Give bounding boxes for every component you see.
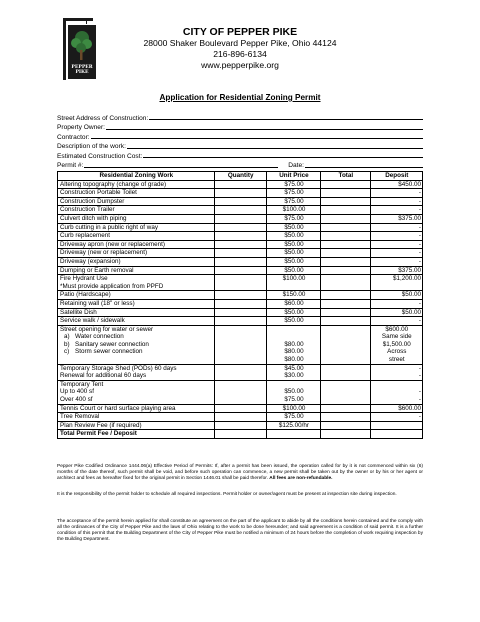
total-fee-cell[interactable] (321, 430, 370, 439)
estimated-cost-field[interactable] (57, 150, 423, 160)
street-address-label: Street Address of Construction: (57, 114, 149, 122)
deposit-cell (370, 380, 422, 404)
table-row (58, 291, 423, 300)
total-cell[interactable] (321, 214, 370, 223)
quantity-cell[interactable] (214, 380, 266, 404)
quantity-cell[interactable] (214, 214, 266, 223)
property-owner-field[interactable] (57, 122, 423, 132)
sewer-deposit: $600.00 (385, 325, 409, 333)
price-cell: $50.00 (266, 257, 320, 266)
quantity-cell[interactable] (214, 206, 266, 215)
table-row (58, 421, 423, 430)
total-cell[interactable] (321, 317, 370, 326)
deposit-cell: - (370, 206, 422, 215)
inspections-note: It is the responsibility of the permit holder to schedule all required inspections. Permit holder or owner/agent must be present at inspection site during inspection. (57, 492, 397, 497)
col-unit-price: Unit Price (266, 172, 320, 181)
storage-line: Temporary Storage Shed (PODs) 60 days (60, 364, 177, 372)
work-cell: Tree Removal (58, 413, 215, 422)
table-row (58, 232, 423, 241)
table-row (58, 197, 423, 206)
total-cell[interactable] (321, 413, 370, 422)
work-cell: Plan Review Fee (if required) (58, 421, 215, 430)
total-cell[interactable] (321, 180, 370, 189)
quantity-cell[interactable] (214, 308, 266, 317)
date-label: Date: (288, 162, 304, 169)
contractor-field[interactable] (57, 131, 423, 141)
fee-table (57, 171, 423, 439)
description-line[interactable] (127, 148, 423, 149)
sewer-price: $80.00 (284, 340, 304, 348)
deposit-cell: $50.00 (370, 308, 422, 317)
deposit-cell: - (370, 223, 422, 232)
property-owner-line[interactable] (106, 129, 423, 130)
price-cell: $60.00 (266, 299, 320, 308)
total-cell[interactable] (321, 404, 370, 413)
deposit-cell: $1,200.00 (370, 275, 422, 291)
table-row (58, 380, 423, 404)
work-cell: Tennis Court or hard surface playing area (58, 404, 215, 413)
deposit-cell: - (370, 197, 422, 206)
work-cell: Curb replacement (58, 232, 215, 241)
deposit-cell: $375.00 (370, 266, 422, 275)
price-cell: $50.00 (266, 266, 320, 275)
quantity-cell[interactable] (214, 291, 266, 300)
tent-line: Up to 400 sf (60, 388, 94, 396)
table-row (58, 325, 423, 364)
total-cell[interactable] (321, 266, 370, 275)
table-row (58, 308, 423, 317)
tent-deposit: - (418, 388, 421, 396)
total-row (58, 430, 423, 439)
sewer-item-marker: a) (64, 333, 70, 341)
table-row (58, 413, 423, 422)
sewer-item-label: Sanitary sewer connection (75, 340, 149, 348)
table-row (58, 275, 423, 291)
city-address: 28000 Shaker Boulevard Pepper Pike, Ohio 44124 (143, 38, 337, 48)
city-name: CITY OF PEPPER PIKE (182, 26, 298, 38)
storage-line: Renewal for additional 60 days (60, 372, 147, 380)
permit-number-line[interactable] (84, 167, 278, 168)
total-cell[interactable] (321, 232, 370, 241)
work-cell: Curb cutting in a public right of way (58, 223, 215, 232)
total-cell[interactable] (321, 308, 370, 317)
quantity-cell[interactable] (214, 364, 266, 380)
quantity-cell[interactable] (214, 299, 266, 308)
table-row (58, 317, 423, 326)
deposit-cell: - (370, 240, 422, 249)
quantity-cell[interactable] (214, 421, 266, 430)
storage-deposit: - (418, 364, 421, 372)
sewer-price: $80.00 (284, 356, 304, 364)
total-cell[interactable] (321, 223, 370, 232)
table-row (58, 257, 423, 266)
table-row (58, 223, 423, 232)
price-cell: $100.00 (266, 404, 320, 413)
deposit-cell: $450.00 (370, 180, 422, 189)
deposit-cell: - (370, 232, 422, 241)
price-cell: $100.00 (266, 275, 320, 291)
letterhead (110, 26, 370, 71)
sewer-deposit: $1,500.00 (382, 340, 411, 348)
sewer-item (60, 341, 213, 349)
estimated-cost-label: Estimated Construction Cost: (57, 152, 143, 160)
work-cell: Altering topography (change of grade) (58, 180, 215, 189)
estimated-cost-line[interactable] (143, 157, 423, 158)
table-row (58, 240, 423, 249)
total-cell[interactable] (321, 197, 370, 206)
quantity-cell[interactable] (214, 413, 266, 422)
deposit-cell: - (370, 249, 422, 258)
total-cell[interactable] (321, 257, 370, 266)
price-cell (266, 364, 320, 380)
total-cell[interactable] (321, 206, 370, 215)
applicant-fields (57, 112, 423, 169)
total-deposit-cell[interactable] (370, 430, 422, 439)
work-cell: Driveway apron (new or replacement) (58, 240, 215, 249)
table-row (58, 364, 423, 380)
quantity-cell[interactable] (214, 325, 266, 364)
table-row (58, 249, 423, 258)
deposit-cell: $50.00 (370, 291, 422, 300)
sewer-item-marker: b) (64, 340, 70, 348)
work-cell: Service walk / sidewalk (58, 317, 215, 326)
price-cell: $75.00 (266, 180, 320, 189)
price-cell: $100.00 (266, 206, 320, 215)
sewer-deposit: Same side (381, 333, 412, 341)
description-field[interactable] (57, 141, 423, 151)
non-refundable-text: All fees are non-refundable. (269, 476, 333, 482)
col-quantity: Quantity (214, 172, 266, 181)
quantity-cell[interactable] (214, 257, 266, 266)
sewer-item (60, 348, 213, 356)
deposit-cell: - (370, 257, 422, 266)
quantity-cell[interactable] (214, 266, 266, 275)
quantity-cell[interactable] (214, 223, 266, 232)
table-row (58, 214, 423, 223)
table-row (58, 189, 423, 198)
quantity-cell[interactable] (214, 249, 266, 258)
work-cell (58, 275, 215, 291)
quantity-cell[interactable] (214, 180, 266, 189)
sewer-deposit: Across (387, 348, 407, 356)
sewer-item-label: Water connection (75, 333, 124, 341)
total-cell[interactable] (321, 249, 370, 258)
deposit-cell (370, 364, 422, 380)
ordinance-text: Pepper Pike Codified Ordinance 1444.06(a) Effective Period of Permits: If, after a permit has been issued, the operation called for by it is not commenced within six (6) months of the date thereof, such permit shall be void, and before such operation can commence, a new permit shall be taken out by the owner or by his or her agent or architect and fees as hereafter fixed for the original permit in Section 1446.01 shall be paid therefor. (57, 464, 423, 482)
storage-price: $45.00 (284, 364, 304, 372)
tent-price: $75.00 (284, 396, 304, 404)
work-cell: Culvert ditch with piping (58, 214, 215, 223)
price-cell: $75.00 (266, 214, 320, 223)
city-website[interactable]: www.pepperpike.org (201, 60, 279, 70)
price-cell: $75.00 (266, 189, 320, 198)
total-price-cell[interactable] (266, 430, 320, 439)
work-cell: Retaining wall (18" or less) (58, 299, 215, 308)
tent-deposit: - (418, 396, 421, 404)
quantity-cell[interactable] (214, 189, 266, 198)
tent-line: Over 400 sf (60, 396, 93, 404)
total-label: Total Permit Fee / Deposit (58, 430, 215, 439)
total-cell[interactable] (321, 189, 370, 198)
quantity-cell[interactable] (214, 240, 266, 249)
sewer-item-label: Storm sewer connection (75, 348, 143, 356)
quantity-cell[interactable] (214, 232, 266, 241)
price-cell: $150.00 (266, 291, 320, 300)
table-row (58, 299, 423, 308)
permit-date-field[interactable] (57, 160, 423, 170)
acceptance-note: The acceptance of the permit herein applied for shall constitute an agreement on the part of the applicant to abide by all the conditions herein contained and the comply with all the ordinances of the City of Pepper Pike and the laws of Ohio relating to the work to be done hereunder; and said agreement is a condition of said permit. It is a further condition of this permit that the Building Department of the City of Pepper Pike must be notified a minimum of 24 hours before the completion of work requiring inspection by the Building Department. (57, 519, 423, 543)
permit-number-label: Permit #: (57, 162, 84, 169)
quantity-cell[interactable] (214, 404, 266, 413)
street-address-field[interactable] (57, 112, 423, 122)
price-cell: $50.00 (266, 308, 320, 317)
deposit-cell: $600.00 (370, 404, 422, 413)
total-cell[interactable] (321, 291, 370, 300)
deposit-cell: - (370, 299, 422, 308)
table-row (58, 206, 423, 215)
sewer-price: $80.00 (284, 348, 304, 356)
price-cell: $50.00 (266, 232, 320, 241)
hydrant-label: Fire Hydrant Use (60, 275, 108, 283)
property-owner-label: Property Owner: (57, 124, 106, 131)
ordinance-note (57, 464, 423, 482)
sewer-deposit: street (388, 356, 405, 364)
date-line[interactable] (305, 167, 423, 168)
work-cell: Construction Trailer (58, 206, 215, 215)
price-cell: $125.00/hr (266, 421, 320, 430)
total-cell[interactable] (321, 380, 370, 404)
total-cell[interactable] (321, 275, 370, 291)
work-cell (58, 380, 215, 404)
work-cell (58, 364, 215, 380)
deposit-cell: - (370, 317, 422, 326)
deposit-cell: - (370, 189, 422, 198)
logo-label: PEPPER PIKE (71, 65, 93, 75)
sewer-item-marker: c) (64, 348, 70, 356)
storage-deposit: - (418, 372, 421, 380)
quantity-cell[interactable] (214, 275, 266, 291)
sewer-label: Street opening for water or sewer (60, 325, 154, 333)
work-cell (58, 325, 215, 364)
table-header-row (58, 172, 423, 181)
contractor-label: Contractor: (57, 133, 90, 141)
total-quantity-cell[interactable] (214, 430, 266, 439)
work-cell: Patio (Hardscape) (58, 291, 215, 300)
deposit-cell (370, 421, 422, 430)
price-cell: $75.00 (266, 413, 320, 422)
price-cell: $75.00 (266, 197, 320, 206)
work-cell: Construction Portable Toilet (58, 189, 215, 198)
description-label: Description of the work: (57, 143, 126, 150)
total-cell[interactable] (321, 240, 370, 249)
col-deposit: Deposit (370, 172, 422, 181)
total-cell[interactable] (321, 421, 370, 430)
table-row (58, 404, 423, 413)
hydrant-note: *Must provide application from PPFD (60, 282, 164, 290)
work-cell: Satellite Dish (58, 308, 215, 317)
deposit-cell: $375.00 (370, 214, 422, 223)
street-address-line[interactable] (149, 119, 423, 120)
table-row (58, 180, 423, 189)
page-title: Application for Residential Zoning Permit (159, 93, 321, 102)
table-row (58, 266, 423, 275)
price-cell: $50.00 (266, 223, 320, 232)
tent-title: Temporary Tent (60, 380, 104, 388)
deposit-cell (370, 325, 422, 364)
quantity-cell[interactable] (214, 317, 266, 326)
storage-price: $30.00 (284, 372, 304, 380)
work-cell: Driveway (new or replacement) (58, 249, 215, 258)
total-cell[interactable] (321, 364, 370, 380)
tent-price: $50.00 (284, 388, 304, 396)
work-cell: Driveway (expansion) (58, 257, 215, 266)
price-cell: $50.00 (266, 249, 320, 258)
sewer-item (60, 333, 213, 341)
deposit-cell: - (370, 413, 422, 422)
city-logo (60, 16, 110, 82)
work-cell: Dumping or Earth removal (58, 266, 215, 275)
price-cell (266, 325, 320, 364)
contractor-line[interactable] (91, 138, 423, 139)
price-cell: $50.00 (266, 317, 320, 326)
city-phone: 216-896-6134 (213, 49, 267, 59)
col-total: Total (321, 172, 370, 181)
total-cell[interactable] (321, 325, 370, 364)
quantity-cell[interactable] (214, 197, 266, 206)
col-work: Residential Zoning Work (58, 172, 215, 181)
price-cell: $50.00 (266, 240, 320, 249)
work-cell: Construction Dumpster (58, 197, 215, 206)
price-cell (266, 380, 320, 404)
total-cell[interactable] (321, 299, 370, 308)
